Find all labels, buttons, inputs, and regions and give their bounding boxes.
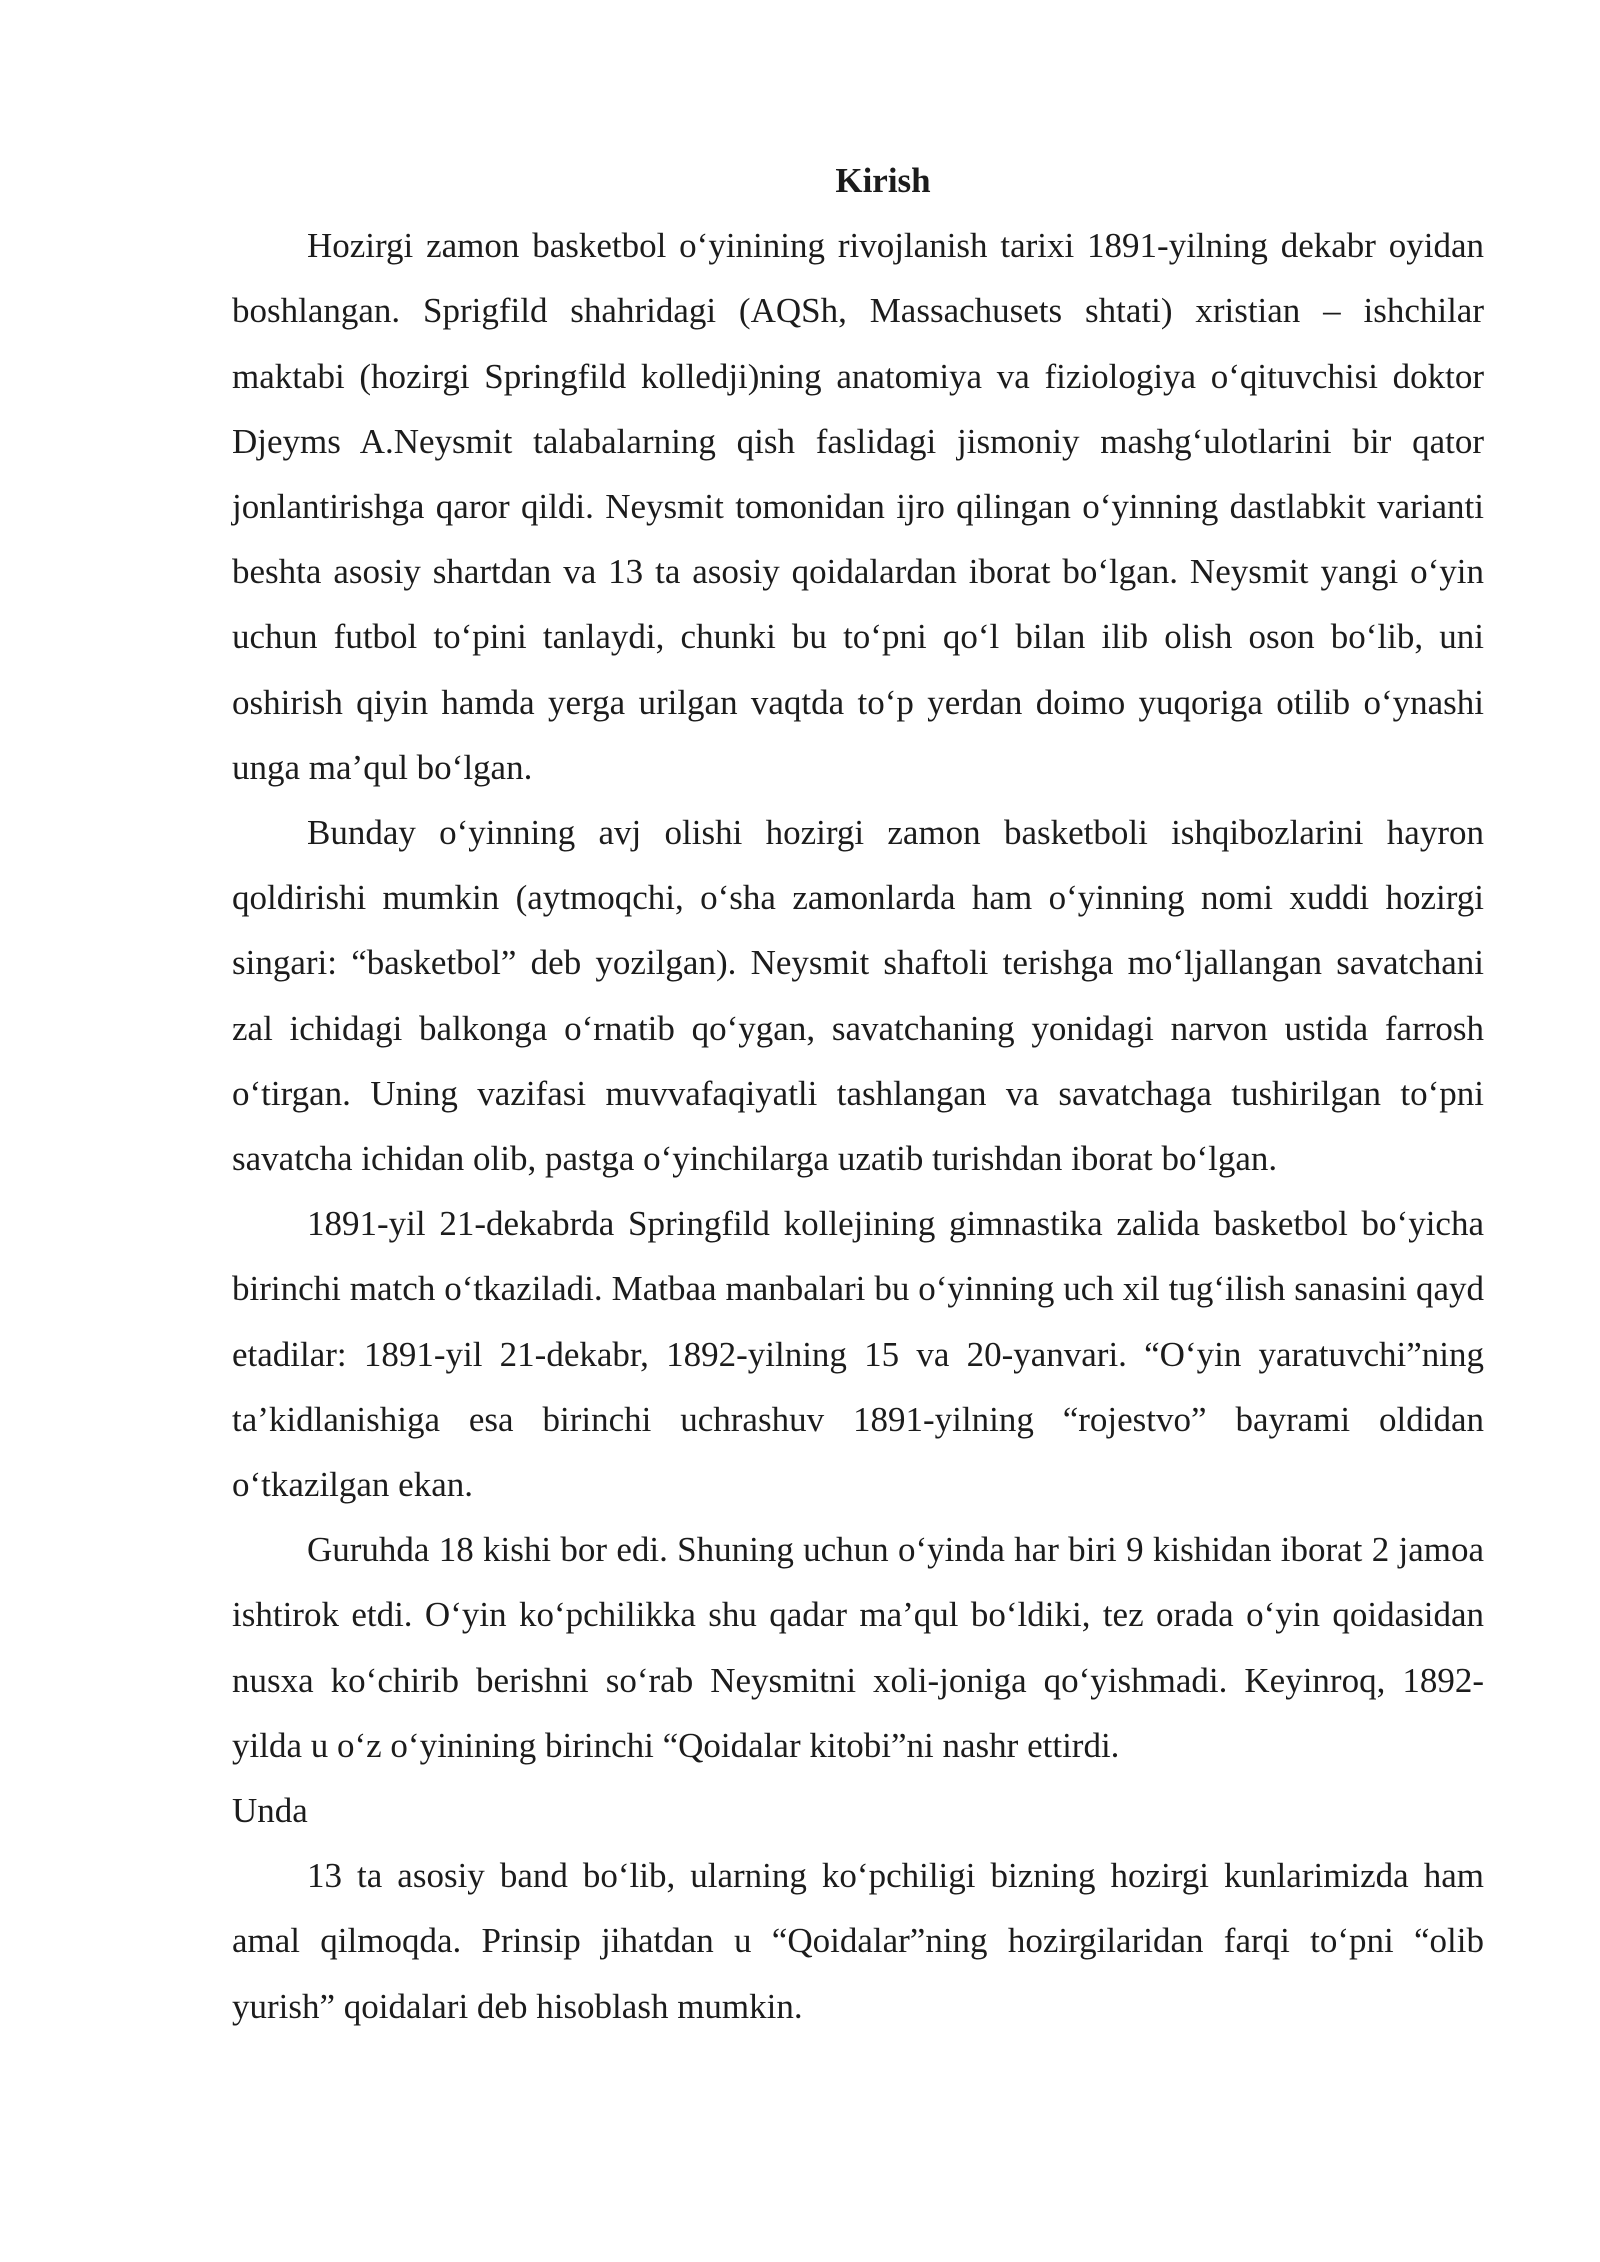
- document-body: [232, 148, 1484, 2039]
- paragraph-early-game: Bunday o‘yinning avj olishi hozirgi zamon basketboli ishqibozlarini hayron qoldirishi mumkin (aytmoqchi, o‘sha zamonlarda ham o‘yinning nomi xuddi hozirgi singari: “basketbol” deb yozilgan). Neysmit shaftoli terishga mo‘ljallangan savatchani zal ichidagi balkonga o‘rnatib qo‘ygan, savatchaning yonidagi narvon ustida farrosh o‘tirgan. Uning vazifasi muvvafaqiyatli tashlangan va savatchaga tushirilgan to‘pni savatcha ichidan olib, pastga o‘yinchilarga uzatib turishdan iborat bo‘lgan.: [232, 813, 1484, 1179]
- paragraph-rule-bands: 13 ta asosiy band bo‘lib, ularning ko‘pchiligi bizning hozirgi kunlarimizda ham amal qilmoqda. Prinsip jihatdan u “Qoidalar”ning hozirgilaridan farqi to‘pni “olib yurish” qoidalari deb hisoblash mumkin.: [232, 1856, 1484, 2026]
- paragraph-history-origin: Hozirgi zamon basketbol o‘yinining rivojlanish tarixi 1891-yilning dekabr oyidan boshlangan. Sprigfild shahridagi (AQSh, Massachusets shtati) xristian – ishchilar maktabi (hozirgi Springfild kolledji)ning anatomiya va fiziologiya o‘qituvchisi doktor Djeyms A.Neysmit talabalarning qish faslidagi jismoniy mashg‘ulotlarini bir qator jonlantirishga qaror qildi. Neysmit tomonidan ijro qilingan o‘yinning dastlabkit varianti beshta asosiy shartdan va 13 ta asosiy qoidalardan iborat bo‘lgan. Neysmit yangi o‘yin uchun futbol to‘pini tanlaydi, chunki bu to‘pni qo‘l bilan ilib olish oson bo‘lib, uni oshirish qiyin hamda yerga urilgan vaqtda to‘p yerdan doimo yuqoriga otilib o‘ynashi unga ma’qul bo‘lgan.: [232, 226, 1484, 787]
- paragraph-fragment: Unda: [232, 1791, 308, 1831]
- paragraph-first-match: 1891-yil 21-dekabrda Springfild kollejining gimnastika zalida basketbol bo‘yicha birinchi match o‘tkaziladi. Matbaa manbalari bu o‘yinning uch xil tug‘ilish sanasini qayd etadilar: 1891-yil 21-dekabr, 1892-yilning 15 va 20-yanvari. “O‘yin yaratuvchi”ning ta’kidlanishiga esa birinchi uchrashuv 1891-yilning “rojestvo” bayrami oldidan o‘tkazilgan ekan.: [232, 1204, 1484, 1505]
- paragraph-group-rules: Guruhda 18 kishi bor edi. Shuning uchun o‘yinda har biri 9 kishidan iborat 2 jamoa ishtirok etdi. O‘yin ko‘pchilikka shu qadar ma’qul bo‘ldiki, tez orada o‘yin qoidasidan nusxa ko‘chirib berishni so‘rab Neysmitni xoli-joniga qo‘yishmadi. Keyinroq, 1892-yilda u o‘z o‘yinining birinchi “Qoidalar kitobi”ni nashr ettirdi.: [232, 1530, 1484, 1765]
- document-title: Kirish: [835, 161, 931, 200]
